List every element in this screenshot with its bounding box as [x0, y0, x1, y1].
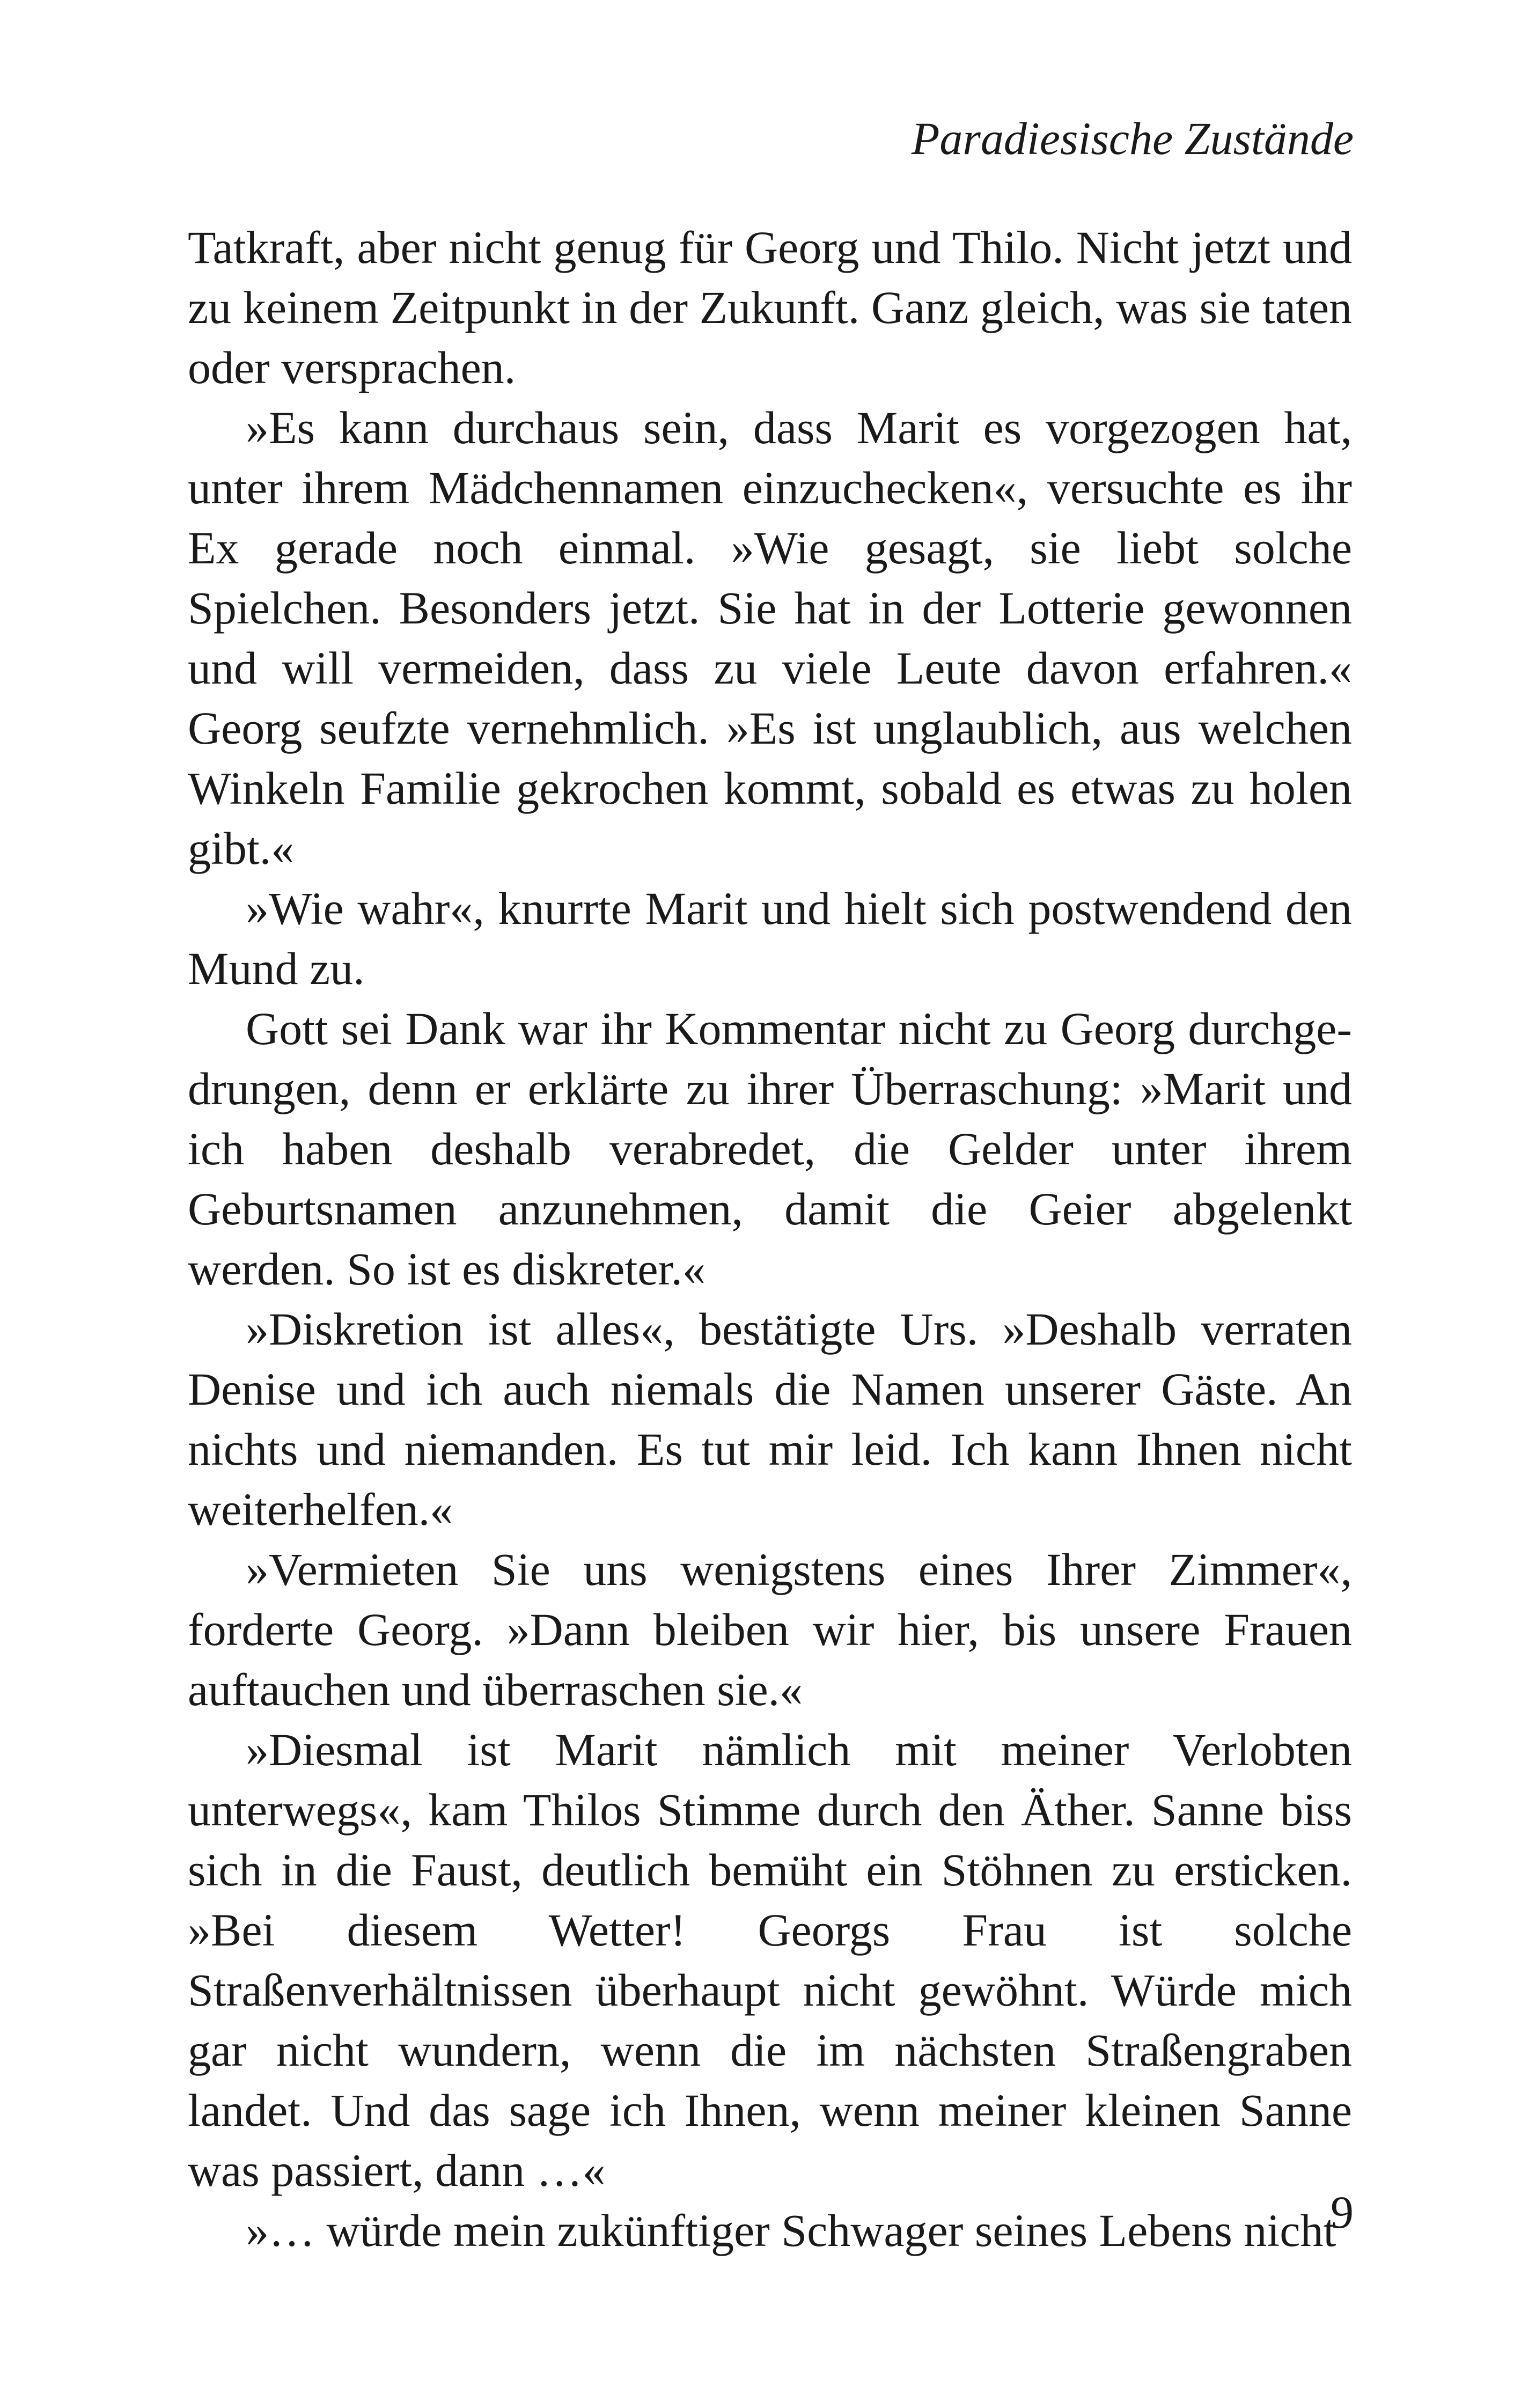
page-number: 9	[1331, 2186, 1354, 2238]
paragraph-2: »Es kann durchaus sein, dass Marit es vorgezogen hat, unter ihrem Mädchennamen einzuchecken«, versuchte es ihr Ex gerade noch einmal. »Wie gesagt, sie liebt solche Spielchen. Besonders jetzt. Sie hat in der Lotterie gewonnen und will vermeiden, dass zu viele Leute davon erfahren.« Georg seufzte vernehmlich. »Es ist unglaublich, aus welchen Winkeln Familie gekrochen kommt, sobald es etwas zu holen gibt.«	[188, 402, 1352, 874]
paragraph-8: »… würde mein zukünftiger Schwager seines Lebens nicht	[246, 2205, 1336, 2256]
paragraph-1: Tatkraft, aber nicht genug für Georg und Thilo. Nicht jetzt und zu keinem Zeitpunkt in der Zukunft. Ganz gleich, was sie taten oder versprachen.	[188, 222, 1352, 393]
paragraph-6: »Vermieten Sie uns wenigstens eines Ihrer Zimmer«, forderte Georg. »Dann bleiben wir hier, bis unsere Frauen auftauchen und überraschen sie.«	[188, 1544, 1352, 1715]
paragraph-3: »Wie wahr«, knurrte Marit und hielt sich postwendend den Mund zu.	[188, 883, 1352, 994]
paragraph-4: Gott sei Dank war ihr Kommentar nicht zu Georg durchgedrungen, denn er erklärte zu ihrer Überraschung: »Marit und ich haben deshalb verabredet, die Gelder unter ihrem Geburtsnamen anzunehmen, damit die Geier abgelenkt werden. So ist es diskreter.«	[188, 1003, 1352, 1295]
body-text	[188, 217, 1352, 2260]
running-title: Paradiesische Zustände	[911, 113, 1354, 164]
paragraph-7: »Diesmal ist Marit nämlich mit meiner Verlobten unterwegs«, kam Thilos Stimme durch den Äther. Sanne biss sich in die Faust, deutlich bemüht ein Stöhnen zu ersticken. »Bei diesem Wetter! Georgs Frau ist solche Straßenverhältnissen überhaupt nicht gewöhnt. Würde mich gar nicht wundern, wenn die im nächsten Straßengraben landet. Und das sage ich Ihnen, wenn meiner kleinen Sanne was passiert, dann …«	[188, 1724, 1352, 2196]
paragraph-5: »Diskretion ist alles«, bestätigte Urs. »Deshalb verraten Denise und ich auch niemals die Namen unserer Gäste. An nichts und niemanden. Es tut mir leid. Ich kann Ihnen nicht weiterhelfen.«	[188, 1303, 1352, 1535]
